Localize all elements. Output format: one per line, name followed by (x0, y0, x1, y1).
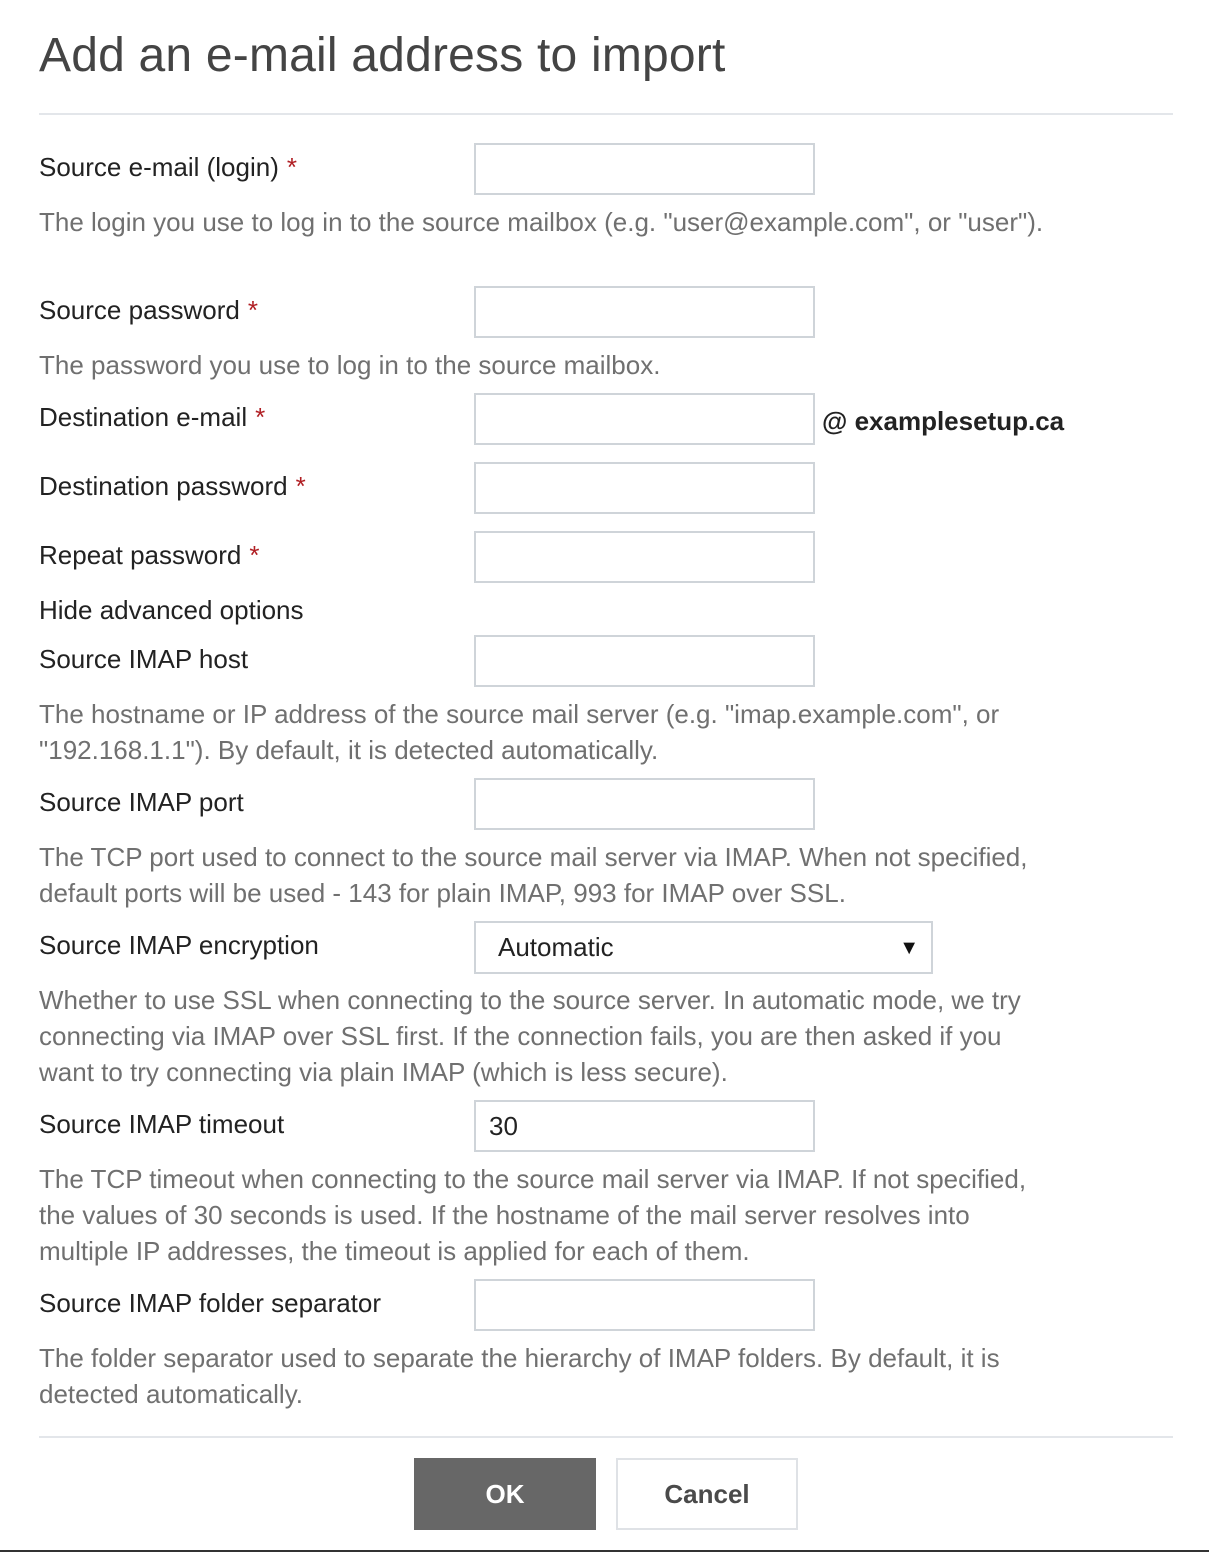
destination-email-label: Destination e-mail * (39, 402, 266, 432)
destination-domain-suffix: @ examplesetup.ca (822, 406, 1065, 436)
source-email-hint: The login you use to log in to the source mailbox (e.g. "user@example.com", or "user"). (39, 207, 1044, 237)
required-marker: * (249, 540, 260, 570)
ok-button[interactable]: OK (414, 1458, 596, 1530)
chevron-down-icon: ▼ (899, 937, 919, 959)
destination-email-input[interactable] (474, 393, 815, 445)
cancel-button[interactable]: Cancel (616, 1458, 798, 1530)
source-password-hint: The password you use to log in to the source mailbox. (39, 350, 661, 380)
dialog-title: Add an e-mail address to import (39, 29, 726, 82)
imap-timeout-hint: The TCP timeout when connecting to the source mail server via IMAP. If not specified, the values of 30 seconds is used. If the hostname of the mail server resolves into multiple IP addresses, the timeout is applied for each of them. (39, 1164, 1027, 1266)
repeat-password-input[interactable] (474, 531, 815, 583)
required-marker: * (295, 471, 306, 501)
imap-separator-hint: The folder separator used to separate the hierarchy of IMAP folders. By default, it is detected automatically. (39, 1343, 1000, 1409)
destination-password-input[interactable] (474, 462, 815, 514)
imap-encryption-hint: Whether to use SSL when connecting to the source server. In automatic mode, we try connecting via IMAP over SSL first. If the connection fails, you are then asked if you want to try connecting via plain IMAP (which is less secure). (39, 985, 1021, 1087)
imap-timeout-label: Source IMAP timeout (39, 1109, 285, 1139)
imap-timeout-input[interactable] (474, 1100, 815, 1152)
imap-port-label: Source IMAP port (39, 787, 244, 817)
required-marker: * (286, 152, 297, 182)
source-email-input[interactable] (474, 143, 815, 195)
imap-encryption-select[interactable] (474, 921, 933, 974)
imap-encryption-selected-value: Automatic (498, 932, 614, 962)
footer-divider (39, 1436, 1173, 1438)
imap-host-input[interactable] (474, 635, 815, 687)
imap-separator-label: Source IMAP folder separator (39, 1288, 382, 1318)
source-password-label: Source password * (39, 295, 259, 325)
imap-port-hint: The TCP port used to connect to the source mail server via IMAP. When not specified, default ports will be used - 143 for plain IMAP, 993 for IMAP over SSL. (39, 842, 1028, 908)
required-marker: * (255, 402, 266, 432)
imap-encryption-label: Source IMAP encryption (39, 930, 319, 960)
hide-advanced-options-link[interactable]: Hide advanced options (39, 595, 304, 625)
imap-separator-input[interactable] (474, 1279, 815, 1331)
imap-port-input[interactable] (474, 778, 815, 830)
destination-password-label: Destination password * (39, 471, 306, 501)
imap-host-label: Source IMAP host (39, 644, 249, 674)
source-email-label: Source e-mail (login) * (39, 152, 297, 182)
required-marker: * (247, 295, 259, 325)
source-password-input[interactable] (474, 286, 815, 338)
imap-host-hint: The hostname or IP address of the source mail server (e.g. "imap.example.com", or "192.168.1.1"). By default, it is detected automatically. (39, 699, 1000, 765)
title-divider (39, 113, 1173, 115)
repeat-password-label: Repeat password * (39, 540, 260, 570)
